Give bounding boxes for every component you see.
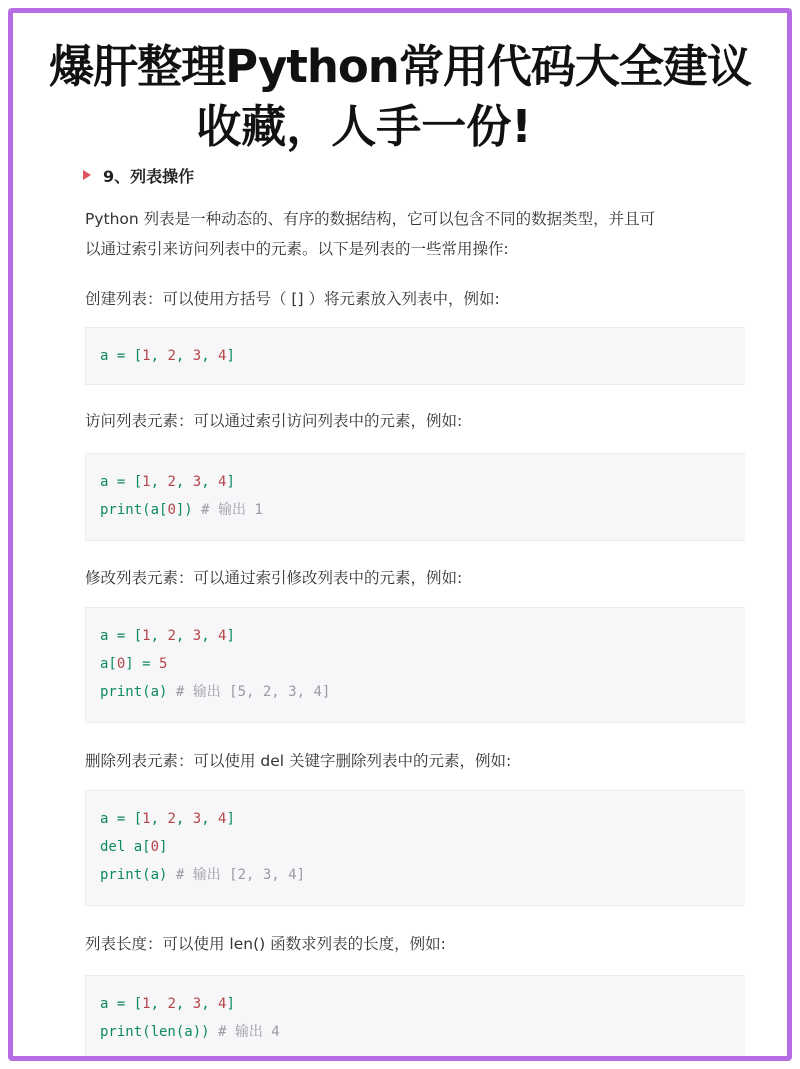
section-heading [83, 163, 194, 187]
access-list-desc: 访问列表元素：可以通过索引访问列表中的元素，例如: [85, 412, 463, 430]
intro-line-1: Python 列表是一种动态的、有序的数据结构，它可以包含不同的数据类型，并且可 [85, 210, 656, 228]
code-line: a = [1, 2, 3, 4] [100, 628, 235, 644]
code-block-list-length [85, 975, 745, 1061]
code-line: print(a) # 输出 [2, 3, 4] [100, 867, 306, 883]
code-line: print(a) # 输出 [5, 2, 3, 4] [100, 684, 331, 700]
code-line: a = [1, 2, 3, 4] [100, 348, 235, 364]
code-line: a = [1, 2, 3, 4] [100, 474, 235, 490]
modify-list-desc: 修改列表元素：可以通过索引修改列表中的元素，例如: [85, 569, 463, 587]
poster-title-line-2: 收藏，人手一份! [196, 100, 532, 153]
code-line: print(len(a)) # 输出 4 [100, 1024, 280, 1040]
code-block-create-list [85, 327, 745, 385]
code-line: a[0] = 5 [100, 656, 168, 672]
section-heading-text: 9、列表操作 [103, 166, 195, 186]
create-list-desc: 创建列表：可以使用方括号（ [] ）将元素放入列表中，例如: [85, 290, 500, 308]
code-block-access-list [85, 453, 745, 541]
poster-frame [8, 8, 792, 1061]
code-line: del a[0] [100, 839, 168, 855]
triangle-bullet-icon [83, 170, 91, 180]
poster-title-line-1: 爆肝整理Python常用代码大全建议 [49, 40, 751, 93]
code-block-modify-list [85, 607, 745, 723]
code-line: a = [1, 2, 3, 4] [100, 811, 235, 827]
code-line: a = [1, 2, 3, 4] [100, 996, 235, 1012]
code-line: print(a[0]) # 输出 1 [100, 502, 263, 518]
list-length-desc: 列表长度：可以使用 len() 函数求列表的长度，例如: [85, 935, 446, 953]
intro-line-2: 以通过索引来访问列表中的元素。以下是列表的一些常用操作: [85, 240, 509, 258]
code-block-delete-list [85, 790, 745, 906]
delete-list-desc: 删除列表元素：可以使用 del 关键字删除列表中的元素，例如: [85, 752, 512, 770]
